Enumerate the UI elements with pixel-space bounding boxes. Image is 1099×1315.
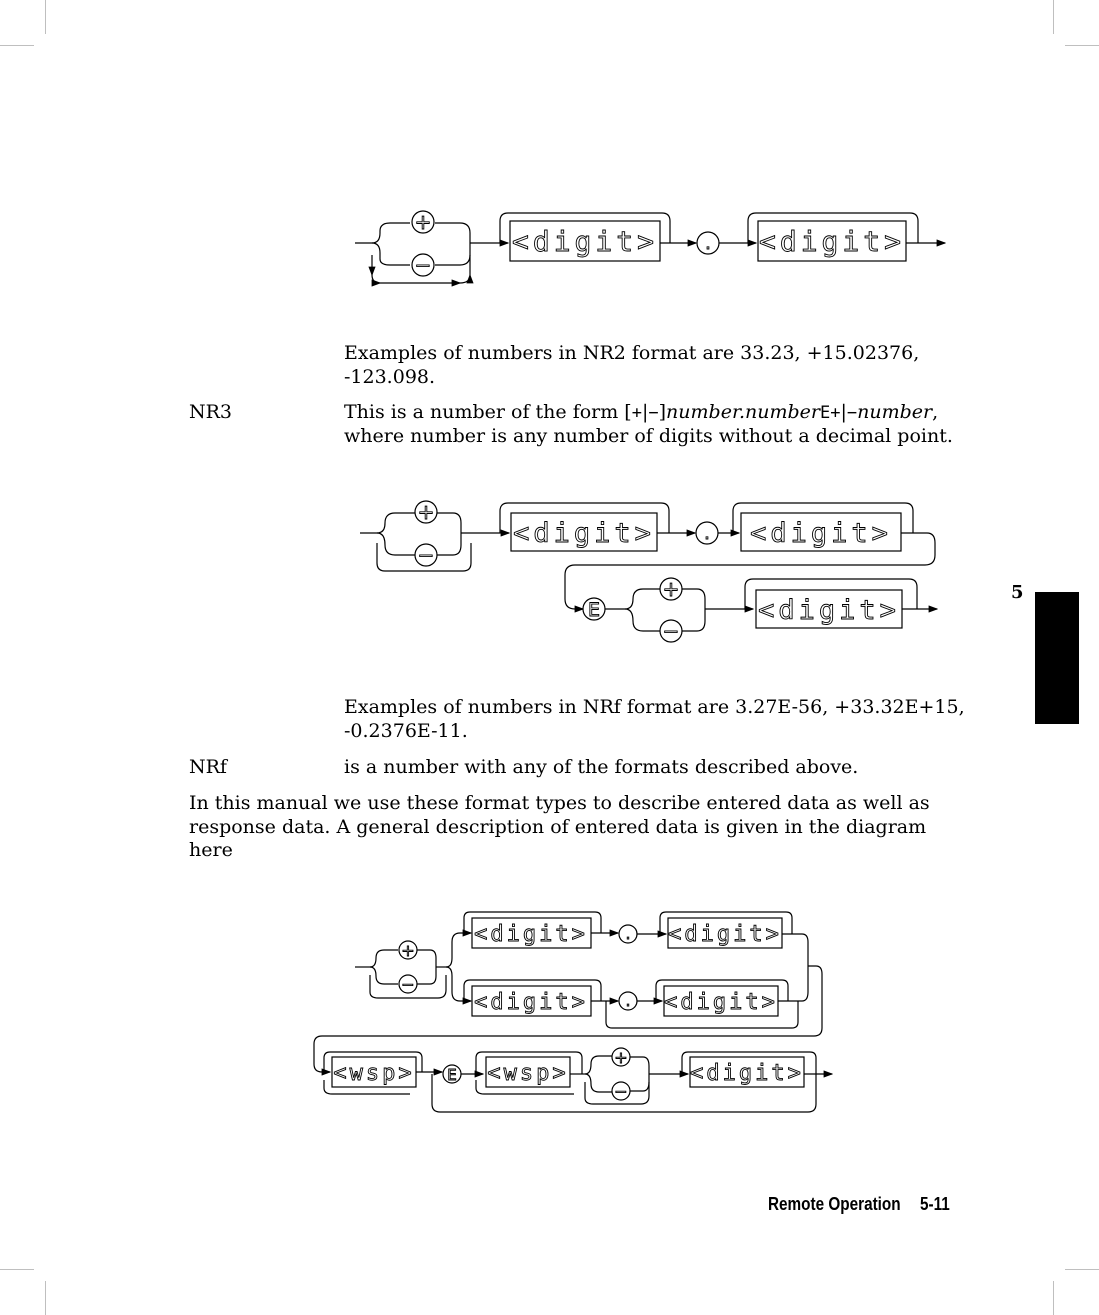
minus-sign: − xyxy=(846,403,858,423)
wsp-label: <wsp> xyxy=(333,1061,415,1086)
minus-circle xyxy=(612,1082,630,1101)
entered-data-syntax-diagram xyxy=(300,900,860,1125)
e-circle xyxy=(583,598,605,621)
paragraph-line1: In this manual we use these format types to describe entered data as well as xyxy=(189,792,930,814)
svg-text:−: − xyxy=(662,619,680,643)
digit-label: <digit> xyxy=(758,225,906,258)
plus-circle xyxy=(415,500,437,524)
plus-circle xyxy=(612,1048,630,1067)
nr2-syntax-diagram xyxy=(340,195,960,305)
crop-mark xyxy=(1065,45,1099,46)
digit-label: <digit> xyxy=(664,990,778,1015)
svg-text:.: . xyxy=(625,925,631,943)
minus-circle xyxy=(399,975,417,994)
nr3-italic-number: number.number xyxy=(666,401,820,423)
svg-text:+: + xyxy=(614,1048,628,1067)
digit-label: <digit> xyxy=(511,225,659,258)
crop-mark xyxy=(0,45,34,46)
svg-text:.: . xyxy=(625,992,631,1010)
crop-mark xyxy=(45,0,46,34)
plus-sign: + xyxy=(830,403,841,423)
plus-circle xyxy=(399,941,417,960)
digit-label: <digit> xyxy=(758,595,900,626)
plus-circle xyxy=(412,210,434,234)
chapter-tab xyxy=(1035,592,1079,724)
crop-mark xyxy=(1053,0,1054,34)
dot-circle xyxy=(619,925,637,943)
dot-circle xyxy=(697,232,719,254)
nr3-definition-line1 xyxy=(344,400,938,425)
nr2-examples-line1: Examples of numbers in NR2 format are 33.23, +15.02376, xyxy=(344,342,920,364)
crop-mark xyxy=(1053,1281,1054,1315)
nr3-term: NR3 xyxy=(189,401,233,423)
svg-text:E: E xyxy=(447,1066,457,1084)
digit-label: <digit> xyxy=(668,922,782,947)
crop-mark xyxy=(45,1281,46,1315)
minus-circle xyxy=(415,543,437,567)
digit-label: <digit> xyxy=(513,518,655,549)
svg-text:+: + xyxy=(662,577,680,601)
svg-text:−: − xyxy=(414,253,432,277)
footer-section: Remote Operation xyxy=(768,1194,901,1214)
svg-text:+: + xyxy=(401,941,415,960)
digit-label: <digit> xyxy=(750,518,892,549)
svg-text:E: E xyxy=(587,599,601,621)
footer-page: 5-11 xyxy=(920,1194,950,1214)
plus-circle xyxy=(660,577,682,601)
nrf-term: NRf xyxy=(189,756,227,778)
crop-mark xyxy=(1065,1269,1099,1270)
chapter-number: 5 xyxy=(1011,582,1024,603)
minus-circle xyxy=(412,253,434,277)
nr3-syntax-diagram xyxy=(355,495,955,655)
paragraph-line3: here xyxy=(189,839,233,861)
crop-mark xyxy=(0,1269,34,1270)
svg-text:.: . xyxy=(705,233,711,254)
plus-sign: + xyxy=(631,403,642,423)
dot-circle xyxy=(619,992,637,1010)
nr3-italic-number: number xyxy=(857,401,933,423)
svg-text:−: − xyxy=(401,975,415,994)
svg-text:+: + xyxy=(417,500,435,524)
minus-circle xyxy=(660,619,682,643)
paragraph-line2: response data. A general description of entered data is given in the diagram xyxy=(189,816,927,838)
digit-label: <digit> xyxy=(690,1061,804,1086)
bar-sign: | xyxy=(641,401,649,423)
e-circle xyxy=(443,1065,461,1084)
svg-text:−: − xyxy=(417,543,435,567)
svg-text:+: + xyxy=(414,210,432,234)
svg-text:.: . xyxy=(704,523,710,544)
bar-sign: | xyxy=(840,401,847,423)
nr3-def-prefix: This is a number of the form [ xyxy=(344,401,632,423)
comma: , xyxy=(932,401,939,423)
nrf-examples-line1: Examples of numbers in NRf format are 3.27E-56, +33.32E+15, xyxy=(344,696,965,718)
digit-label: <digit> xyxy=(474,990,588,1015)
dot-circle xyxy=(696,522,718,544)
nr3-definition-line2: where number is any number of digits without a decimal point. xyxy=(344,425,953,447)
minus-sign: − xyxy=(648,403,659,423)
e-sign: E xyxy=(819,403,831,423)
nr2-examples-line2: -123.098. xyxy=(344,366,436,388)
digit-label: <digit> xyxy=(474,922,588,947)
wsp-label: <wsp> xyxy=(487,1061,569,1086)
close-bracket: ] xyxy=(658,401,667,423)
nrf-examples-line2: -0.2376E-11. xyxy=(344,720,468,742)
nrf-definition: is a number with any of the formats described above. xyxy=(344,756,859,778)
svg-text:−: − xyxy=(614,1082,628,1101)
